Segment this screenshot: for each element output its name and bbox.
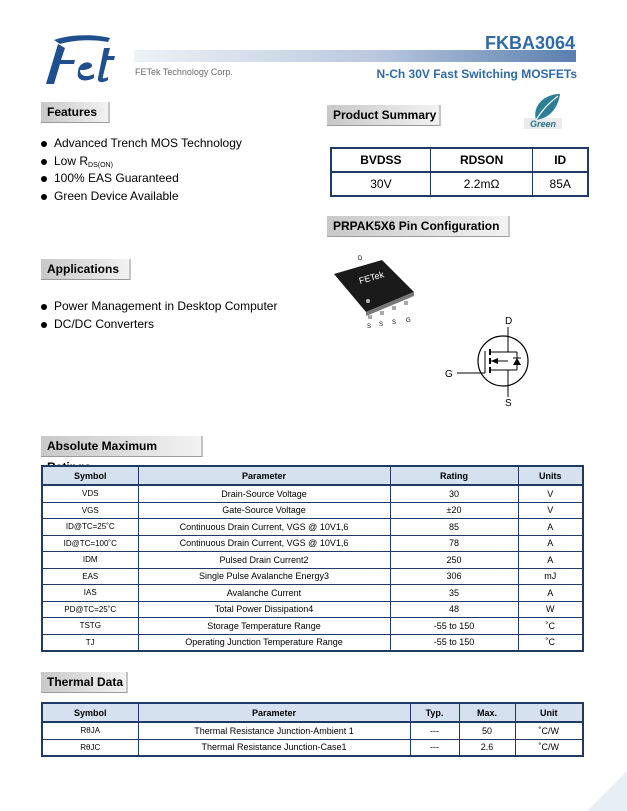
svg-text:S: S xyxy=(505,398,512,409)
table-row: ID@TC=25˚C Continuous Drain Current, VGS @ 10V1,6 85 A xyxy=(42,519,583,536)
features-heading: Features xyxy=(41,102,110,123)
features-list xyxy=(40,135,242,205)
package-image xyxy=(330,254,430,334)
page-corner-decoration xyxy=(587,771,627,811)
abs-max-table xyxy=(41,465,584,652)
table-row: VGS Gate-Source Voltage ±20 V xyxy=(42,502,583,519)
svg-text:D: D xyxy=(358,256,363,262)
mosfet-symbol xyxy=(443,313,543,409)
table-row: VDS Drain-Source Voltage 30 V xyxy=(42,485,583,502)
column-header: ID xyxy=(533,148,588,172)
table-row: 30V 2.2mΩ 85A xyxy=(331,172,588,196)
svg-text:D: D xyxy=(505,316,513,327)
list-item: Green Device Available xyxy=(40,188,242,206)
table-row: TJ Operating Junction Temperature Range -55 to 150 ˚C xyxy=(42,634,583,651)
pin-config-heading: PRPAK5X6 Pin Configuration xyxy=(327,216,510,237)
list-item: Low $R_{DS(ON)}$ xyxy=(40,153,242,171)
column-header: Rating xyxy=(390,466,518,485)
column-header: Max. xyxy=(459,703,515,722)
table-row: EAS Single Pulse Avalanche Energy3 306 mJ xyxy=(42,568,583,585)
svg-text:S: S xyxy=(379,322,384,328)
thermal-table xyxy=(41,702,584,757)
svg-text:FETek: FETek xyxy=(357,269,386,286)
column-header: Symbol xyxy=(42,703,138,722)
column-header: Units xyxy=(518,466,583,485)
list-item: 100% EAS Guaranteed xyxy=(40,170,242,188)
part-number: FKBA3064 xyxy=(484,33,575,53)
svg-text:G: G xyxy=(445,369,453,380)
table-row: IAS Avalanche Current 35 A xyxy=(42,585,583,602)
applications-heading: Applications xyxy=(41,259,131,280)
company-name: FETek Technology Corp. xyxy=(135,67,233,77)
table-row: TSTG Storage Temperature Range -55 to 150 ˚C xyxy=(42,618,583,635)
applications-list xyxy=(40,298,277,333)
thermal-heading: Thermal Data xyxy=(41,672,128,693)
product-summary-heading: Product Summary xyxy=(327,105,441,126)
green-leaf-icon xyxy=(520,92,566,130)
svg-text:S: S xyxy=(392,320,397,326)
list-item: Advanced Trench MOS Technology xyxy=(40,135,242,153)
svg-text:S: S xyxy=(367,324,372,330)
table-row: RθJA Thermal Resistance Junction-Ambient 1 --- 50 ˚C/W xyxy=(42,722,583,739)
list-item: Power Management in Desktop Computer xyxy=(40,298,277,316)
column-header: Parameter xyxy=(138,703,410,722)
column-header: Unit xyxy=(515,703,583,722)
list-item: DC/DC Converters xyxy=(40,316,277,334)
product-summary-table xyxy=(330,147,589,197)
fetek-logo xyxy=(40,34,132,88)
table-row: IDM Pulsed Drain Current2 250 A xyxy=(42,552,583,569)
column-header: BVDSS xyxy=(331,148,430,172)
abs-max-heading: Absolute Maximum xyxy=(41,436,203,457)
column-header: Typ. xyxy=(410,703,459,722)
column-header: Parameter xyxy=(138,466,390,485)
doc-subtitle: N-Ch 30V Fast Switching MOSFETs xyxy=(376,67,577,81)
column-header: RDSON xyxy=(430,148,533,172)
svg-text:G: G xyxy=(406,318,411,324)
svg-text:Green: Green xyxy=(529,119,557,129)
table-row: RθJC Thermal Resistance Junction-Case1 --- 2.6 ˚C/W xyxy=(42,739,583,756)
table-row: ID@TC=100˚C Continuous Drain Current, VGS @ 10V1,6 78 A xyxy=(42,535,583,552)
column-header: Symbol xyxy=(42,466,138,485)
table-row: PD@TC=25˚C Total Power Dissipation4 48 W xyxy=(42,601,583,618)
